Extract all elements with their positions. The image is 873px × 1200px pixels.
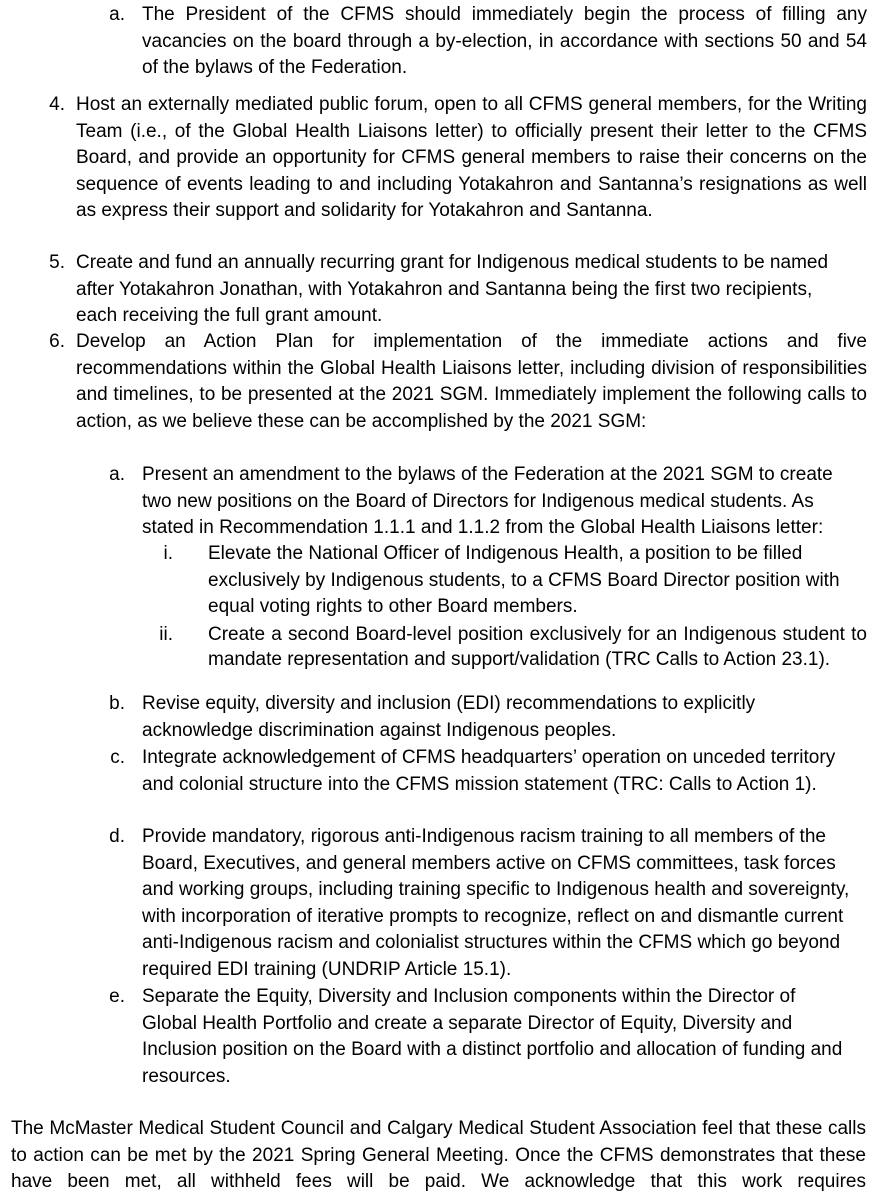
list-marker: b. [109,693,125,714]
list-marker: c. [110,747,125,768]
list-item: The President of the CFMS should immediately begin the process of filling any vacancies on the board through a by-election, in accordance with sections 50 and 54 of the bylaws of the Federation. [142,4,867,78]
list-marker: a. [109,4,125,25]
list-marker: a. [109,464,125,485]
list-item: Integrate acknowledgement of CFMS headquarters’ operation on unceded territory and colonial structure into the CFMS mission statement (TRC: Calls to Action 1). [142,747,836,795]
list-marker: i. [163,543,173,564]
list-item: Present an amendment to the bylaws of the Federation at the 2021 SGM to create two new positions on the Board of Directors for Indigenous medical students. As stated in Recommendation 1.1.1 and 1.1.2 from the Global Health Liaisons letter: [142,464,833,538]
list-marker: 6. [49,331,65,352]
list-marker: 5. [49,252,65,273]
list-item: Revise equity, diversity and inclusion (EDI) recommendations to explicitly acknowledge discrimination against Indigenous peoples. [142,693,756,741]
list-marker: d. [109,826,125,847]
list-item: Separate the Equity, Diversity and Inclusion components within the Director of Global Health Portfolio and create a separate Director of Equity, Diversity and Inclusion position on the Board with a distinct portfolio and allocation of funding and resources. [142,986,843,1087]
list-marker: ii. [159,624,173,645]
list-marker: e. [109,986,125,1007]
closing-paragraph: The McMaster Medical Student Council and Calgary Medical Student Association feel that these calls to action can be met by the 2021 Spring General Meeting. Once the CFMS demonstrates that these have been met, all withheld fees will be paid. We acknowledge that this work requires [11,1118,866,1192]
list-item: Develop an Action Plan for implementation of the immediate actions and five recommendations within the Global Health Liaisons letter, including division of responsibilities and timelines, to be presented at the 2021 SGM. Immediately implement the following calls to action, as we believe these can be accomplished by the 2021 SGM: [76,331,867,432]
list-item: Create and fund an annually recurring grant for Indigenous medical students to be named after Yotakahron Jonathan, with Yotakahron and Santanna being the first two recipients, each receiving the full grant amount. [76,252,829,326]
list-item: Create a second Board-level position exclusively for an Indigenous student to mandate representation and support/validation (TRC Calls to Action 23.1). [208,624,867,670]
list-marker: 4. [49,94,65,115]
list-item: Elevate the National Officer of Indigenous Health, a position to be filled exclusively by Indigenous students, to a CFMS Board Director position with equal voting rights to other Board members. [208,543,840,617]
list-item: Provide mandatory, rigorous anti-Indigenous racism training to all members of the Board, Executives, and general members active on CFMS committees, task forces and working groups, including training specific to Indigenous health and sovereignty, with incorporation of iterative prompts to recognize, reflect on and dismantle current anti-Indigenous racism and colonialist structures within the CFMS which go beyond required EDI training (UNDRIP Article 15.1). [142,826,850,980]
list-item: Host an externally mediated public forum, open to all CFMS general members, for the Writing Team (i.e., of the Global Health Liaisons letter) to officially present their letter to the CFMS Board, and provide an opportunity for CFMS general members to raise their concerns on the sequence of events leading to and including Yotakahron and Santanna’s resignations as well as express their support and solidarity for Yotakahron and Santanna. [76,94,867,221]
